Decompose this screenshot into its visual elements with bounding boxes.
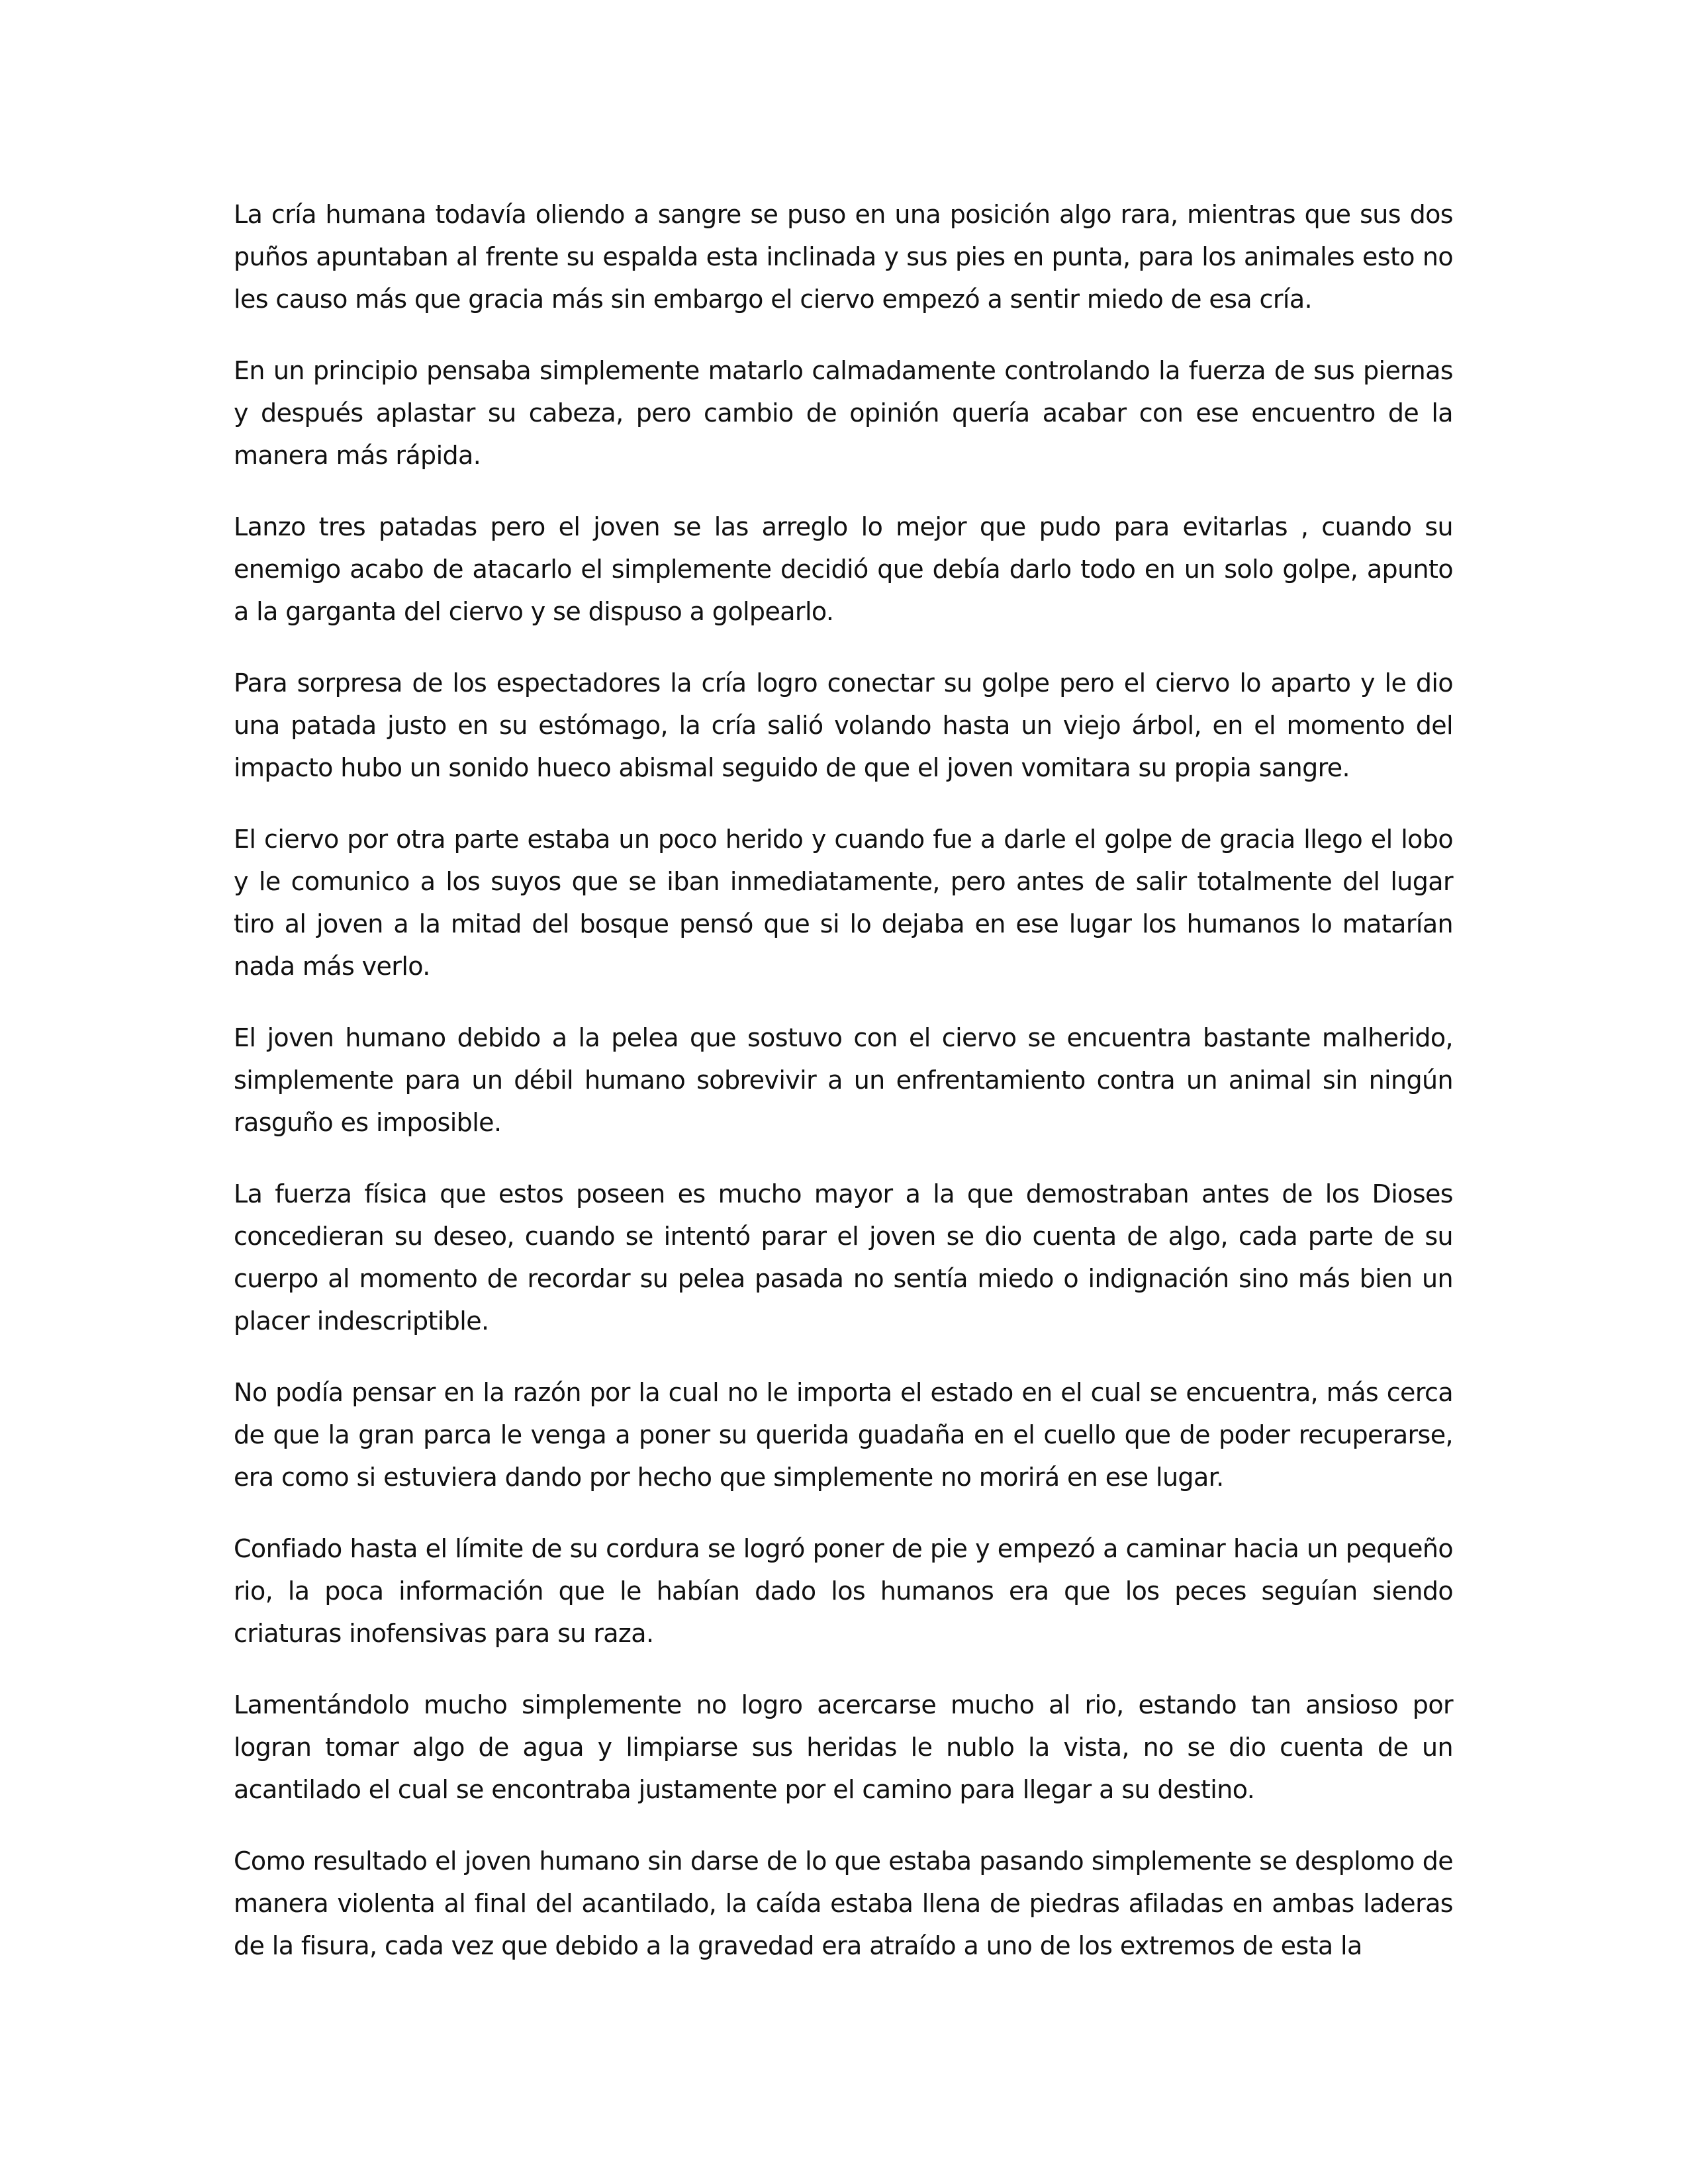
- paragraph-6: El joven humano debido a la pelea que sostuvo con el ciervo se encuentra bastante malherido, simplemente para un débil humano sobrevivir a un enfrentamiento contra un animal sin ningún rasguño es imposible.: [234, 1023, 1453, 1137]
- document-body: [234, 193, 1453, 1996]
- paragraph-2: En un principio pensaba simplemente matarlo calmadamente controlando la fuerza de sus piernas y después aplastar su cabeza, pero cambio de opinión quería acabar con ese encuentro de la manera más rápida.: [234, 356, 1453, 470]
- paragraph-5: El ciervo por otra parte estaba un poco herido y cuando fue a darle el golpe de gracia llego el lobo y le comunico a los suyos que se iban inmediatamente, pero antes de salir totalmente del lugar tiro al joven a la mitad del bosque pensó que si lo dejaba en ese lugar los humanos lo matarían nada más verlo.: [234, 825, 1453, 981]
- paragraph-1: La cría humana todavía oliendo a sangre se puso en una posición algo rara, mientras que sus dos puños apuntaban al frente su espalda esta inclinada y sus pies en punta, para los animales esto no les causo más que gracia más sin embargo el ciervo empezó a sentir miedo de esa cría.: [234, 200, 1453, 314]
- paragraph-7: La fuerza física que estos poseen es mucho mayor a la que demostraban antes de los Dioses concedieran su deseo, cuando se intentó parar el joven se dio cuenta de algo, cada parte de su cuerpo al momento de recordar su pelea pasada no sentía miedo o indignación sino más bien un placer indescriptible.: [234, 1179, 1453, 1336]
- paragraph-4: Para sorpresa de los espectadores la cría logro conectar su golpe pero el ciervo lo aparto y le dio una patada justo en su estómago, la cría salió volando hasta un viejo árbol, en el momento del impacto hubo un sonido hueco abismal seguido de que el joven vomitara su propia sangre.: [234, 668, 1453, 782]
- paragraph-8: No podía pensar en la razón por la cual no le importa el estado en el cual se encuentra, más cerca de que la gran parca le venga a poner su querida guadaña en el cuello que de poder recuperarse, era como si estuviera dando por hecho que simplemente no morirá en ese lugar.: [234, 1378, 1453, 1492]
- paragraph-9: Confiado hasta el límite de su cordura se logró poner de pie y empezó a caminar hacia un pequeño rio, la poca información que le habían dado los humanos era que los peces seguían siendo criaturas inofensivas para su raza.: [234, 1534, 1453, 1648]
- paragraph-11: Como resultado el joven humano sin darse de lo que estaba pasando simplemente se desplomo de manera violenta al final del acantilado, la caída estaba llena de piedras afiladas en ambas laderas de la fisura, cada vez que debido a la gravedad era atraído a uno de los extremos de esta la: [234, 1846, 1453, 1960]
- paragraph-10: Lamentándolo mucho simplemente no logro acercarse mucho al rio, estando tan ansioso por logran tomar algo de agua y limpiarse sus heridas le nublo la vista, no se dio cuenta de un acantilado el cual se encontraba justamente por el camino para llegar a su destino.: [234, 1690, 1453, 1804]
- paragraph-3: Lanzo tres patadas pero el joven se las arreglo lo mejor que pudo para evitarlas , cuando su enemigo acabo de atacarlo el simplemente decidió que debía darlo todo en un solo golpe, apunto a la garganta del ciervo y se dispuso a golpearlo.: [234, 512, 1453, 626]
